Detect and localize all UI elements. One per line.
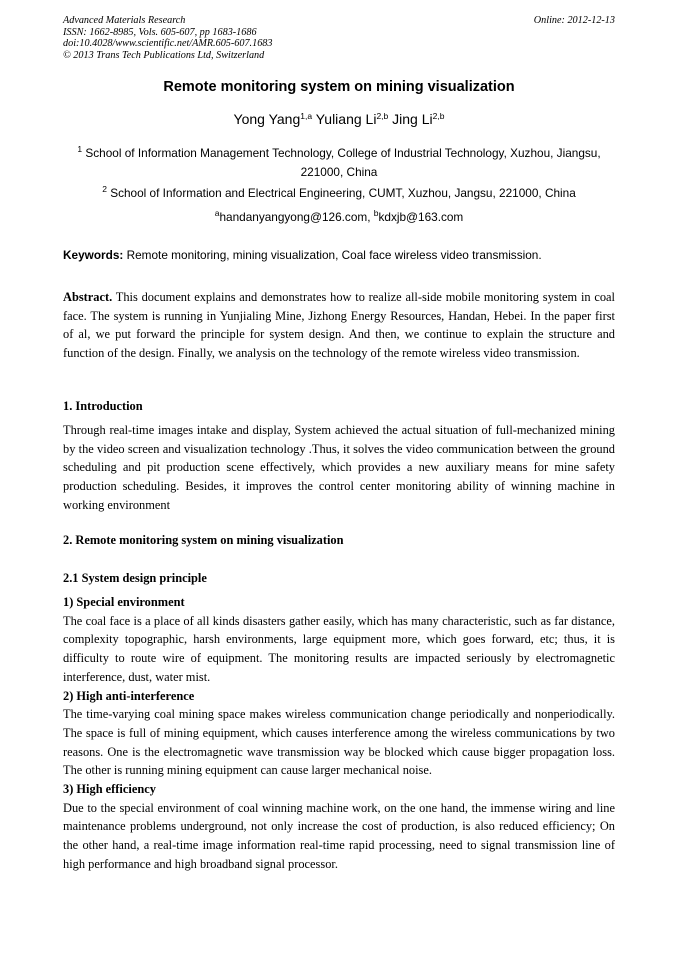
subsection-heading-2-1: 2.1 System design principle	[63, 571, 207, 585]
issn-line: ISSN: 1662-8985, Vols. 605-607, pp 1683-1686	[63, 26, 257, 38]
email-sup: b	[373, 208, 379, 218]
author-name: Yong Yang	[233, 111, 301, 127]
keywords	[63, 248, 623, 262]
affiliation-2	[70, 184, 608, 203]
design-principles	[63, 593, 615, 874]
affiliation-text: School of Information and Electrical Engineering, CUMT, Xuzhou, Jangsu, 221000, China	[110, 186, 576, 200]
journal-name: Advanced Materials Research	[63, 15, 186, 26]
item-paragraph: The time-varying coal mining space makes wireless communication change periodically and nonperiodically. The space is full of mining equipment, which causes interference among the wireless communications by two reasons. One is the electromagnetic wave transmission way be blocked which cause bigger propagation loss. The other is running mining equipment can cause larger mechanical noise.	[63, 707, 615, 778]
author-list	[0, 111, 678, 127]
journal-header	[63, 15, 615, 61]
doi-line: doi:10.4028/www.scientific.net/AMR.605-607.1683	[63, 38, 273, 50]
item-heading: 2) High anti-interference	[63, 688, 195, 703]
email-line	[0, 210, 678, 224]
section-heading-2: 2. Remote monitoring system on mining visualization	[63, 533, 344, 547]
author-name: Jing Li	[392, 111, 433, 127]
item-paragraph: The coal face is a place of all kinds disasters gather easily, which has many characteristic, such as far distance, complexity topographic, harsh environments, large equipment more, which goes forward, etc; thus, it is difficulty to route wire of equipment. The monitoring results are impacted seriously by electromagnetic interference, dust, water mist.	[63, 613, 615, 684]
author-sup: 1,a	[300, 111, 313, 121]
email-address: handanyangyong@126.com,	[219, 210, 371, 224]
author-sup: 2,b	[376, 111, 389, 121]
item-paragraph: Due to the special environment of coal winning machine work, on the one hand, the immense wiring and line maintenance problems underground, not only increase the cost of production, is also reduced efficiency; On the other hand, a real-time image information real-time rapid processing, need to signal transmission line of high performance and high broadband signal processor.	[63, 800, 615, 871]
email-address: kdxjb@163.com	[378, 210, 464, 224]
affiliation-sup: 2	[102, 184, 107, 194]
keywords-label: Keywords:	[63, 248, 124, 262]
email-sup: a	[214, 208, 220, 218]
paper-title: Remote monitoring system on mining visualization	[163, 79, 515, 95]
author-sup: 2,b	[432, 111, 445, 121]
introduction-paragraph: Through real-time images intake and display, System achieved the actual situation of full-mechanized mining by the video screen and visualization technology .Thus, it solves the video communication between the ground scheduling and pit production scene effectively, which provides a new auxiliary means for mine safety production scheduling. Besides, it improves the control center monitoring ability of winning machine in working environment	[63, 423, 615, 512]
affiliation-1	[70, 144, 608, 182]
affiliation-text: School of Information Management Technology, College of Industrial Technology, Xuzhou, Jiangsu, 221000, China	[85, 146, 601, 179]
abstract-text: This document explains and demonstrates how to realize all-side mobile monitoring system in coal face. The system is running in Yunjialing Mine, Jizhong Energy Resources, Handan, Hebei. In the paper first of al, we put forward the principle for system design. And then, we continue to explain the structure and function of the design. Finally, we analysis on the technology of the remote wireless video transmission.	[63, 290, 615, 361]
keywords-text: Remote monitoring, mining visualization, Coal face wireless video transmission.	[126, 248, 542, 262]
abstract	[63, 288, 615, 363]
abstract-label: Abstract.	[63, 290, 113, 304]
affiliation-sup: 1	[77, 144, 83, 154]
item-heading: 1) Special environment	[63, 595, 185, 609]
copyright-line: © 2013 Trans Tech Publications Ltd, Switzerland	[63, 49, 265, 61]
item-heading: 3) High efficiency	[63, 782, 156, 797]
author-name: Yuliang Li	[315, 111, 377, 127]
section-heading-introduction: 1. Introduction	[63, 399, 143, 413]
online-date: Online: 2012-12-13	[533, 15, 615, 26]
